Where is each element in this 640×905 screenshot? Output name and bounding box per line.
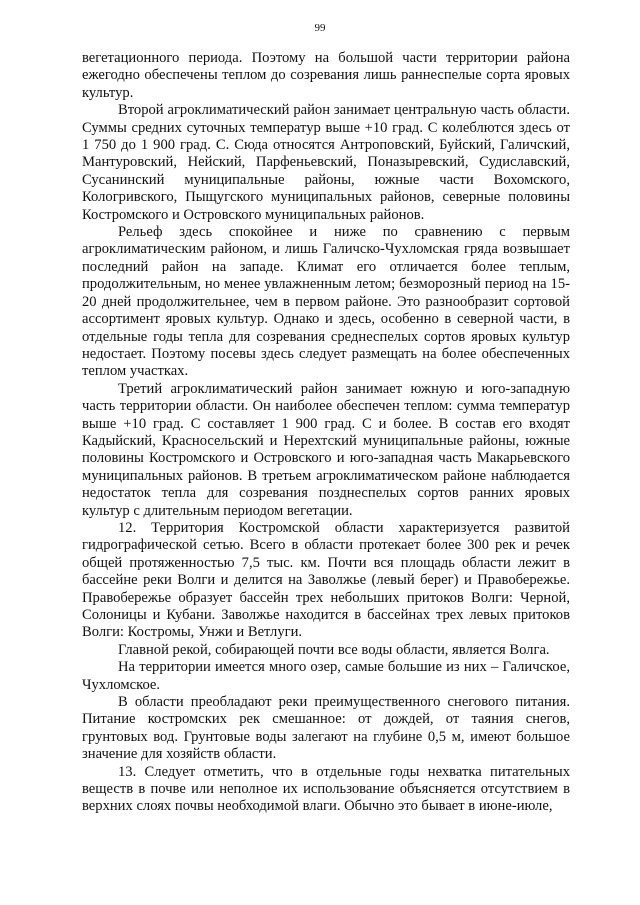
paragraph-continuation: вегетационного периода. Поэтому на большой части территории района ежегодно обеспечены теплом до созревания лишь раннеспелые сорта яровых культур. — [82, 50, 570, 101]
document-body — [82, 50, 570, 816]
paragraph-item-13-moisture: 13. Следует отметить, что в отдельные годы нехватка питательных веществ в почве или неполное их использование объясняется отсутствием в верхних слоях почвы необходимой влаги. Обычно это бывает в июне-июле, — [82, 763, 570, 815]
paragraph-main-river: Главной рекой, собирающей почти все воды области, является Волга. — [118, 641, 550, 658]
paragraph-second-agroclimatic-region: Второй агроклиматический район занимает центральную часть области. Суммы средних суточных температур выше +10 град. С колеблются здесь от 1 750 до 1 900 град. С. Сюда относятся Антроповский, Буйский, Галичский, Мантуровский, Нейский, Парфеньевский, Поназыревский, Судиславский, Сусанинский муниципальные районы, южные части Вохомского, Кологривского, Пыщугского муниципальных районов, северные половины Костромского и Островского муниципальных районов. — [82, 102, 570, 223]
paragraph-item-12-hydrography: 12. Территория Костромской области характеризуется развитой гидрографической сетью. Всего в области протекает более 300 рек и речек общей протяженностью 7,5 тыс. км. Почти вся площадь области лежит в бассейне реки Волги и делится на Заволжье (левый берег) и Правобережье. Правобережье образует бассейн трех небольших притоков Волги: Черной, Солоницы и Кубани. Заволжье находится в бассейнах трех левых притоков Волги: Костромы, Унжи и Ветлуги. — [82, 519, 570, 641]
paragraph-river-feeding: В области преобладают реки преимущественного снегового питания. Питание костромских рек смешанное: от дождей, от таяния снегов, грунтовых вод. Грунтовые воды залегают на глубине 0,5 м, имеют большое значение для хозяйств области. — [82, 694, 570, 763]
paragraph-lakes: На территории имеется много озер, самые большие из них – Галичское, Чухломское. — [82, 659, 570, 693]
paragraph-relief: Рельеф здесь спокойнее и ниже по сравнению с первым агроклиматическим районом, и лишь Галичско-Чухломская гряда возвышает последний район на западе. Климат его отличается более теплым, продолжительным, но менее увлажненным летом; безморозный период на 15-20 дней продолжительнее, чем в первом районе. Это разнообразит сортовой ассортимент яровых культур. Однако и здесь, особенно в северной части, в отдельные годы тепла для созревания среднеспелых сортов яровых культур недостает. Поэтому посевы здесь следует размещать на более обеспеченных теплом участках. — [82, 224, 570, 380]
page-number: 99 — [314, 22, 326, 34]
paragraph-third-agroclimatic-region: Третий агроклиматический район занимает южную и юго-западную часть территории области. Он наиболее обеспечен теплом: сумма температур выше +10 град. С составляет 1 900 град. С и более. В состав его входят Кадыйский, Красносельский и Нерехтский муниципальные районы, южные половины Костромского и Островского и юго-западная часть Макарьевского муниципальных районов. В третьем агроклиматическом районе наблюдается недостаток тепла для созревания позднеспелых сортов ранних яровых культур с длительным периодом вегетации. — [82, 380, 570, 519]
